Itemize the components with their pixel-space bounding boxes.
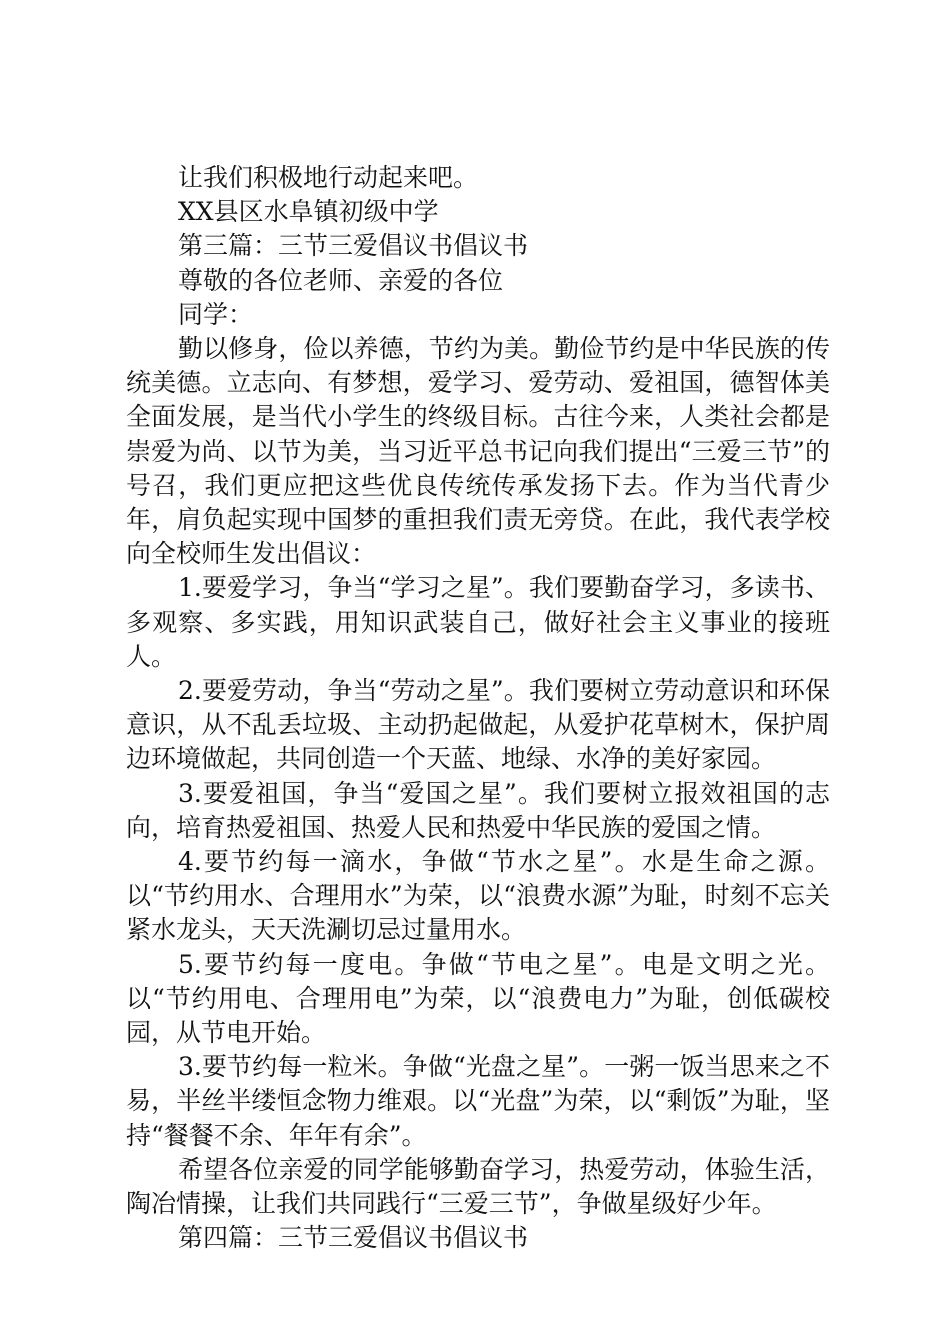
paragraph-item-study: 1.要爱学习，争当“学习之星”。我们要勤奋学习，多读书、多观察、多实践，用知识武装自己，做好社会主义事业的接班人。	[126, 573, 830, 671]
salutation-teachers: 尊敬的各位老师、亲爱的各位	[178, 265, 504, 295]
paragraph-conclusion: 希望各位亲爱的同学能够勤奋学习，热爱劳动，体验生活，陶冶情操，让我们共同践行“三爱三节”，争做星级好少年。	[126, 1154, 830, 1219]
salutation-students: 同学：	[178, 299, 254, 329]
section-title-part-four: 第四篇：三节三爱倡议书倡议书	[178, 1223, 529, 1253]
paragraph-item-rice: 3.要节约每一粒米。争做“光盘之星”。一粥一饭当思来之不易，半丝半缕恒念物力维艰。以“光盘”为荣，以“剩饭”为耻，坚持“餐餐不余、年年有余”。	[126, 1052, 830, 1150]
paragraph-item-water: 4.要节约每一滴水，争做“节水之星”。水是生命之源。以“节约用水、合理用水”为荣，以“浪费水源”为耻，时刻不忘关紧水龙头，天天洗涮切忌过量用水。	[126, 847, 830, 945]
paragraph-item-electricity: 5.要节约每一度电。争做“节电之星”。电是文明之光。以“节约用电、合理用电”为荣，以“浪费电力”为耻，创低碳校园，从节电开始。	[126, 949, 830, 1048]
paragraph-item-motherland: 3.要爱祖国，争当“爱国之星”。我们要树立报效祖国的志向，培育热爱祖国、热爱人民和热爱中华民族的爱国之情。	[126, 778, 830, 842]
paragraph-item-labor: 2.要爱劳动，争当“劳动之星”。我们要树立劳动意识和环保意识，从不乱丢垃圾、主动扔起做起，从爱护花草树木，保护周边环境做起，共同创造一个天蓝、地绿、水净的美好家园。	[126, 676, 830, 774]
document-body	[126, 161, 830, 1256]
section-title-part-three: 第三篇：三节三爱倡议书倡议书	[178, 231, 529, 261]
paragraph-closing-call: 让我们积极地行动起来吧。	[178, 163, 479, 192]
paragraph-introduction: 勤以修身，俭以养德，节约为美。勤俭节约是中华民族的传统美德。立志向、有梦想，爱学习、爱劳动、爱祖国，德智体美全面发展，是当代小学生的终级目标。古往今来，人类社会都是崇爱为尚、以节为美，当习近平总书记向我们提出“三爱三节”的号召，我们更应把这些优良传统传承发扬下去。作为当代青少年，肩负起实现中国梦的重担我们责无旁贷。在此，我代表学校向全校师生发出倡议：	[126, 334, 830, 569]
paragraph-school-signature: XX县区水阜镇初级中学	[178, 197, 439, 227]
